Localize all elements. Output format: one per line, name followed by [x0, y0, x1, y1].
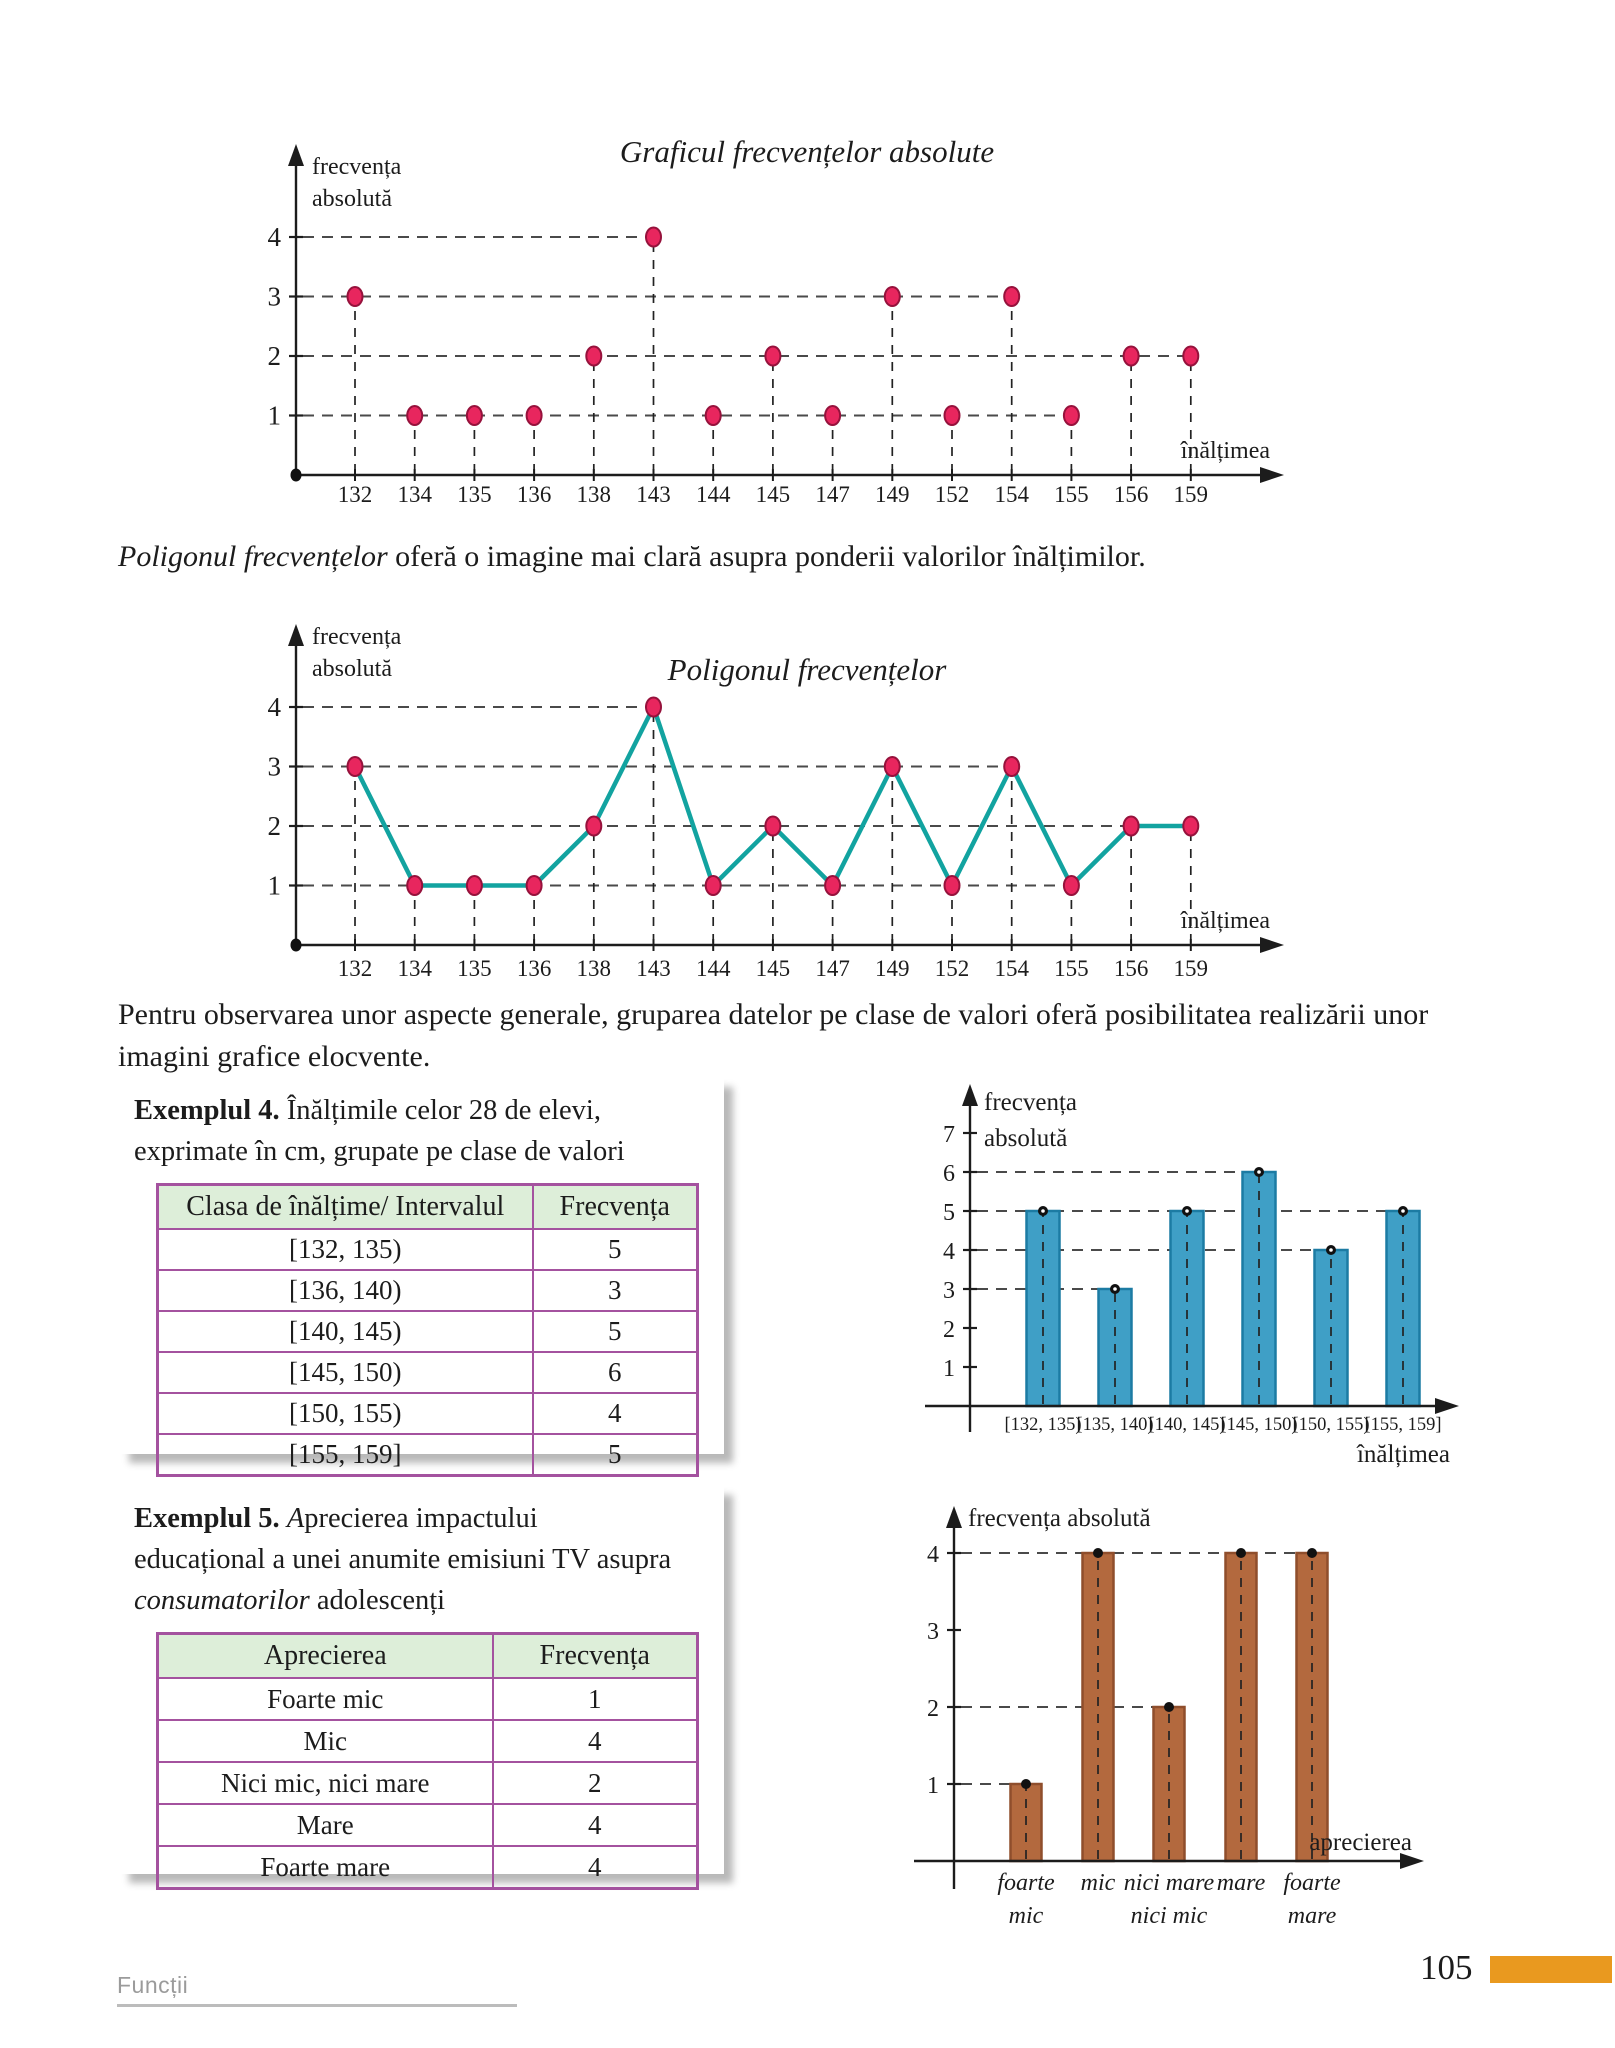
svg-text:4: 4	[927, 1542, 939, 1568]
table-row	[158, 1846, 698, 1889]
column-header: Aprecierea	[158, 1634, 493, 1679]
text-line: exprimate în cm, grupate pe clase de valori	[134, 1136, 625, 1167]
column-header: Frecvența	[533, 1185, 698, 1230]
svg-text:3: 3	[267, 751, 281, 782]
column-header: Clasa de înălțime/ Intervalul	[158, 1185, 533, 1230]
table-cell: 1	[493, 1678, 698, 1720]
svg-text:foarte: foarte	[997, 1870, 1055, 1896]
absolute-frequency-stem-chart	[150, 108, 1340, 532]
tv-appreciation-bar-chart	[880, 1478, 1510, 1974]
table-cell: 4	[493, 1720, 698, 1762]
svg-text:159: 159	[1173, 956, 1209, 981]
table-cell: 3	[533, 1270, 698, 1311]
table-cell: [145, 150)	[158, 1352, 533, 1393]
table-row	[158, 1762, 698, 1804]
text-line: imagini grafice elocvente.	[118, 1040, 431, 1073]
svg-text:3: 3	[267, 281, 281, 312]
svg-text:156: 156	[1113, 956, 1149, 981]
svg-text:2: 2	[267, 341, 281, 371]
svg-text:nici mare: nici mare	[1123, 1870, 1215, 1896]
svg-text:2: 2	[927, 1696, 939, 1722]
svg-text:frecvența: frecvența	[984, 1089, 1077, 1116]
svg-text:mic: mic	[1008, 1903, 1044, 1929]
svg-text:1: 1	[927, 1773, 939, 1799]
svg-text:4: 4	[267, 692, 281, 722]
text-line: consumatorilor adolescenți	[134, 1585, 446, 1616]
svg-text:frecvența: frecvența	[312, 154, 402, 180]
frequency-polygon-chart	[150, 578, 1340, 1014]
table-cell: [155, 159]	[158, 1434, 533, 1476]
svg-text:7: 7	[943, 1122, 955, 1148]
svg-text:1: 1	[267, 400, 281, 431]
table-cell: [136, 140)	[158, 1270, 533, 1311]
table-cell: [150, 155)	[158, 1393, 533, 1434]
svg-text:absolută: absolută	[984, 1125, 1068, 1152]
table-row	[158, 1229, 698, 1270]
height-classes-table	[156, 1183, 699, 1477]
svg-text:138: 138	[576, 956, 612, 981]
table-cell: Foarte mare	[158, 1846, 493, 1889]
height-classes-bar-chart	[880, 1058, 1510, 1498]
svg-text:mare: mare	[1216, 1870, 1266, 1896]
table-cell: 5	[533, 1311, 698, 1352]
svg-text:[155, 159]: [155, 159]	[1364, 1415, 1442, 1435]
table-row	[158, 1352, 698, 1393]
example-5-heading	[134, 1498, 718, 1621]
table-cell: 4	[533, 1393, 698, 1434]
svg-text:143: 143	[636, 482, 671, 507]
table-header-row	[158, 1185, 698, 1230]
svg-text:mic: mic	[1080, 1870, 1116, 1896]
column-header: Frecvența	[493, 1634, 698, 1679]
svg-text:149: 149	[875, 956, 910, 981]
svg-text:frecvența: frecvența	[312, 624, 402, 650]
svg-text:134: 134	[397, 956, 432, 981]
svg-text:159: 159	[1173, 482, 1209, 507]
svg-text:aprecierea: aprecierea	[1309, 1829, 1412, 1856]
svg-text:154: 154	[994, 482, 1029, 507]
example-4-heading	[134, 1090, 718, 1172]
svg-text:1: 1	[943, 1356, 955, 1382]
table-header-row	[158, 1634, 698, 1679]
svg-text:[145, 150): [145, 150)	[1220, 1415, 1298, 1435]
footer-accent-bar	[1490, 1956, 1612, 1983]
svg-text:155: 155	[1054, 482, 1089, 507]
table-cell: Mic	[158, 1720, 493, 1762]
table-row	[158, 1720, 698, 1762]
svg-text:absolută: absolută	[312, 656, 392, 682]
text-line: Pentru observarea unor aspecte generale, gruparea datelor pe clase de valori oferă posibilitatea realizării unor	[118, 998, 1429, 1031]
svg-text:154: 154	[994, 956, 1029, 981]
table-row	[158, 1311, 698, 1352]
svg-text:149: 149	[875, 482, 910, 507]
page-number: 105	[1420, 1948, 1473, 1987]
table-cell: Nici mic, nici mare	[158, 1762, 493, 1804]
table-cell: 4	[493, 1846, 698, 1889]
example-4-box	[120, 1078, 724, 1469]
table-cell: Foarte mic	[158, 1678, 493, 1720]
text-line: Exemplul 5. Aprecierea impactului	[134, 1503, 538, 1534]
svg-text:foarte: foarte	[1283, 1870, 1341, 1896]
footer-rule	[117, 2004, 517, 2007]
table-row	[158, 1804, 698, 1846]
table-row	[158, 1678, 698, 1720]
table-cell: Mare	[158, 1804, 493, 1846]
table-cell: 6	[533, 1352, 698, 1393]
table-cell: [132, 135)	[158, 1229, 533, 1270]
svg-text:134: 134	[397, 482, 432, 507]
svg-text:152: 152	[934, 956, 970, 981]
example-5-box	[120, 1486, 724, 1882]
svg-text:[135, 140): [135, 140)	[1076, 1415, 1154, 1435]
svg-text:136: 136	[516, 956, 552, 981]
table-row	[158, 1393, 698, 1434]
svg-text:1: 1	[267, 870, 281, 901]
text-line: Poligonul frecvențelor oferă o imagine mai clară asupra ponderii valorilor înălțimilor.	[118, 540, 1146, 573]
table-cell: 4	[493, 1804, 698, 1846]
intro-sentence	[118, 540, 1146, 574]
svg-text:frecvența absolută: frecvența absolută	[968, 1505, 1151, 1532]
svg-text:156: 156	[1113, 482, 1149, 507]
svg-text:147: 147	[815, 956, 850, 981]
table-cell: 5	[533, 1434, 698, 1476]
svg-text:[132, 135): [132, 135)	[1004, 1415, 1082, 1435]
table-cell: 2	[493, 1762, 698, 1804]
svg-text:144: 144	[695, 956, 731, 981]
svg-text:2: 2	[943, 1317, 955, 1343]
footer-section-label: Funcții	[117, 1972, 189, 1998]
table-row	[158, 1434, 698, 1476]
svg-text:136: 136	[516, 482, 552, 507]
svg-text:144: 144	[695, 482, 731, 507]
svg-text:143: 143	[636, 956, 671, 981]
svg-text:132: 132	[337, 956, 373, 981]
svg-text:6: 6	[943, 1161, 955, 1187]
svg-text:înălțimea: înălțimea	[1180, 438, 1270, 464]
svg-text:înălțimea: înălțimea	[1356, 1441, 1450, 1468]
svg-text:absolută: absolută	[312, 186, 392, 212]
svg-text:nici mic: nici mic	[1130, 1903, 1208, 1929]
svg-text:[150, 155): [150, 155)	[1292, 1415, 1370, 1435]
svg-text:Poligonul frecvențelor: Poligonul frecvențelor	[667, 652, 947, 687]
svg-text:4: 4	[267, 222, 281, 252]
svg-text:mare: mare	[1287, 1903, 1337, 1929]
text-line: Exemplul 4. Înălțimile celor 28 de elevi,	[134, 1095, 601, 1126]
svg-text:138: 138	[576, 482, 612, 507]
svg-text:135: 135	[457, 956, 492, 981]
svg-text:147: 147	[815, 482, 850, 507]
svg-text:Graficul frecvențelor absolute: Graficul frecvențelor absolute	[619, 134, 995, 169]
svg-text:145: 145	[755, 956, 791, 981]
svg-text:155: 155	[1054, 956, 1089, 981]
text-line: educațional a unei anumite emisiuni TV asupra	[134, 1544, 672, 1575]
svg-text:2: 2	[267, 811, 281, 841]
table-cell: 5	[533, 1229, 698, 1270]
table-cell: [140, 145)	[158, 1311, 533, 1352]
svg-text:înălțimea: înălțimea	[1180, 908, 1270, 934]
svg-text:132: 132	[337, 482, 373, 507]
svg-text:152: 152	[934, 482, 970, 507]
table-row	[158, 1270, 698, 1311]
svg-text:3: 3	[927, 1619, 939, 1645]
svg-text:5: 5	[943, 1200, 955, 1226]
svg-text:135: 135	[457, 482, 492, 507]
svg-text:145: 145	[755, 482, 791, 507]
appreciation-table	[156, 1632, 699, 1890]
svg-text:[140, 145): [140, 145)	[1148, 1415, 1226, 1435]
svg-text:4: 4	[943, 1239, 955, 1265]
svg-text:3: 3	[943, 1278, 955, 1304]
